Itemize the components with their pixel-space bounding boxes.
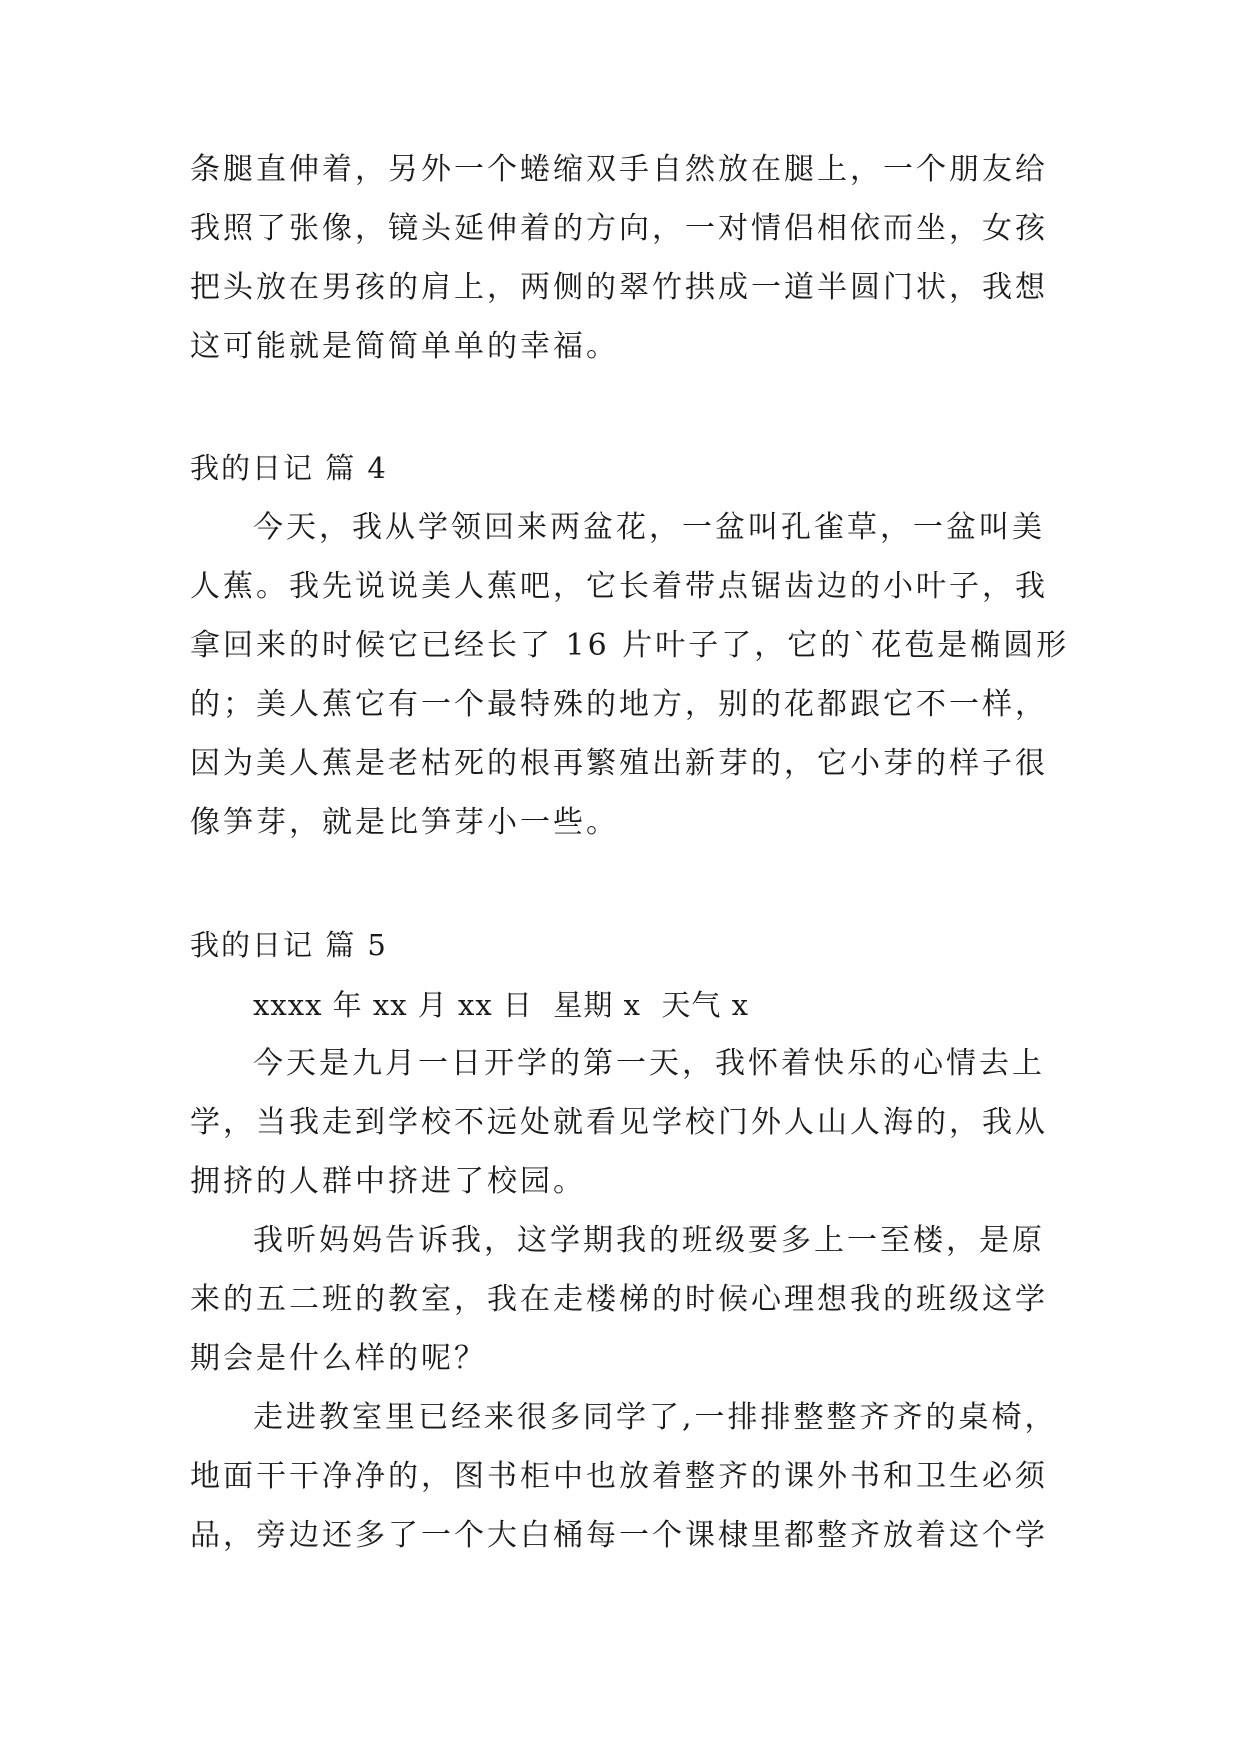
text-line: 拿回来的时候它已经长了 16 片叶子了，它的`花苞是椭圆形 — [190, 628, 1070, 663]
text-line: 今天是九月一日开学的第一天，我怀着快乐的心情去上 — [253, 1046, 1045, 1081]
text-line: 这可能就是简简单单的幸福。 — [190, 329, 619, 364]
text-line: 条腿直伸着，另外一个蜷缩双手自然放在腿上，一个朋友给 — [190, 152, 1048, 187]
text-line: 像笋芽，就是比笋芽小一些。 — [190, 805, 619, 840]
text-line: 来的五二班的教室，我在走楼梯的时候心理想我的班级这学 — [190, 1282, 1048, 1317]
entry-heading: 我的日记 篇 4 — [190, 451, 388, 485]
entry-heading: 我的日记 篇 5 — [190, 928, 388, 962]
text-line: 的；美人蕉它有一个最特殊的地方，别的花都跟它不一样， — [190, 687, 1048, 722]
text-line: 把头放在男孩的肩上，两侧的翠竹拱成一道半圆门状，我想 — [190, 270, 1048, 305]
text-line: 品，旁边还多了一个大白桶每一个课棣里都整齐放着这个学 — [190, 1518, 1048, 1553]
text-line: 今天，我从学领回来两盆花，一盆叫孔雀草，一盆叫美 — [253, 510, 1045, 545]
text-line: 因为美人蕉是老枯死的根再繁殖出新芽的，它小芽的样子很 — [190, 746, 1048, 781]
text-line: 走进教室里已经来很多同学了,一排排整整齐齐的桌椅， — [253, 1400, 1058, 1435]
text-line: 拥挤的人群中挤进了校园。 — [190, 1164, 586, 1199]
text-line: 地面干干净净的，图书柜中也放着整齐的课外书和卫生必须 — [190, 1459, 1048, 1494]
text-line: 我照了张像，镜头延伸着的方向，一对情侣相依而坐，女孩 — [190, 211, 1048, 246]
text-line: 学，当我走到学校不远处就看见学校门外人山人海的，我从 — [190, 1105, 1048, 1140]
date-line: xxxx 年 xx 月 xx 日 星期 x 天气 x — [253, 988, 749, 1022]
text-line: 我听妈妈告诉我，这学期我的班级要多上一至楼，是原 — [253, 1223, 1045, 1258]
text-line: 人蕉。我先说说美人蕉吧，它长着带点锯齿边的小叶子，我 — [190, 569, 1048, 604]
text-line: 期会是什么样的呢？ — [190, 1341, 487, 1376]
